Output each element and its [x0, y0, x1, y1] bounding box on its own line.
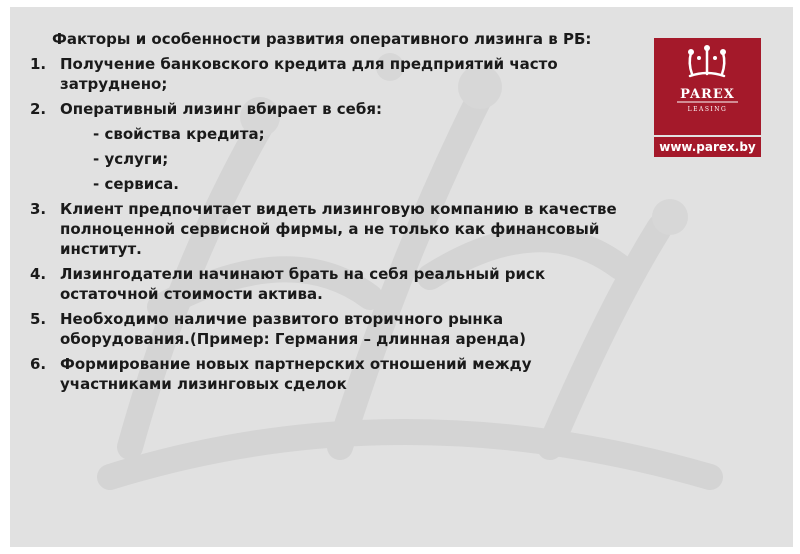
sub-item: - свойства кредита;	[93, 125, 265, 143]
slide-title: Факторы и особенности развития оперативного лизинга в РБ:	[52, 30, 592, 48]
item-number: 3.	[30, 200, 47, 218]
item-text: Клиент предпочитает видеть лизинговую компанию в качестве полноценной сервисной фирмы, а не только как финансовый институт.	[60, 200, 617, 258]
list-item-4	[30, 264, 630, 304]
slide	[10, 7, 793, 547]
list-item-1	[30, 54, 630, 94]
sub-item: - услуги;	[93, 150, 169, 168]
crown-icon	[654, 38, 761, 135]
item-text: Оперативный лизинг вбирает в себя:	[60, 100, 382, 118]
main-content	[30, 29, 630, 399]
list-item-6	[30, 354, 630, 394]
item-number: 1.	[30, 55, 47, 73]
item-text: Получение банковского кредита для предприятий часто затруднено;	[60, 55, 558, 93]
sub-item: - сервиса.	[93, 175, 179, 193]
item-number: 6.	[30, 355, 47, 373]
list-item-3	[30, 199, 630, 259]
svg-text:PAREX: PAREX	[680, 87, 735, 102]
item-text: Формирование новых партнерских отношений между участниками лизинговых сделок	[60, 355, 532, 393]
list-item-5	[30, 309, 630, 349]
svg-text:LEASING: LEASING	[687, 106, 728, 113]
item-text: Лизингодатели начинают брать на себя реальный риск остаточной стоимости актива.	[60, 265, 546, 303]
list-item-2	[30, 99, 630, 194]
website-link[interactable]: www.parex.by	[654, 137, 761, 157]
parex-logo	[654, 38, 761, 135]
item-number: 4.	[30, 265, 47, 283]
item-text: Необходимо наличие развитого вторичного рынка оборудования.(Пример: Германия – длинная аренда)	[60, 310, 526, 348]
item-number: 5.	[30, 310, 47, 328]
item-number: 2.	[30, 100, 47, 118]
